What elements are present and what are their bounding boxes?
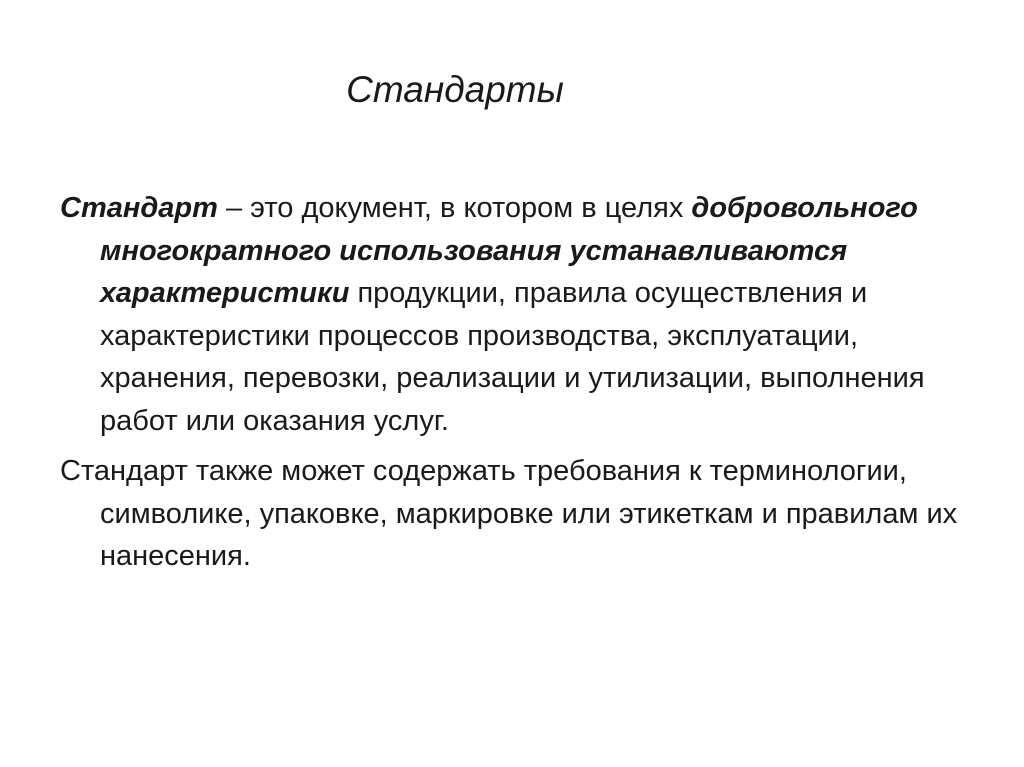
slide-body bbox=[60, 187, 960, 578]
additional-paragraph: Стандарт также может содержать требования к терминологии, символике, упаковке, маркировке или этикеткам и правилам их нанесения. bbox=[60, 455, 958, 572]
slide-title: Стандарты bbox=[346, 69, 564, 110]
definition-rest: продукции, правила осуществления и характеристики процессов производства, эксплуатации, хранения, перевозки, реализации и утилизации, выполнения работ или оказания услуг. bbox=[100, 277, 925, 437]
definition-emphasis: добровольного многократного использования устанавливаются характеристики bbox=[100, 192, 918, 309]
term-standard: Стандарт bbox=[60, 192, 218, 224]
definition-intro: – это документ, в котором в целях bbox=[217, 192, 692, 224]
definition-paragraph bbox=[60, 187, 960, 442]
